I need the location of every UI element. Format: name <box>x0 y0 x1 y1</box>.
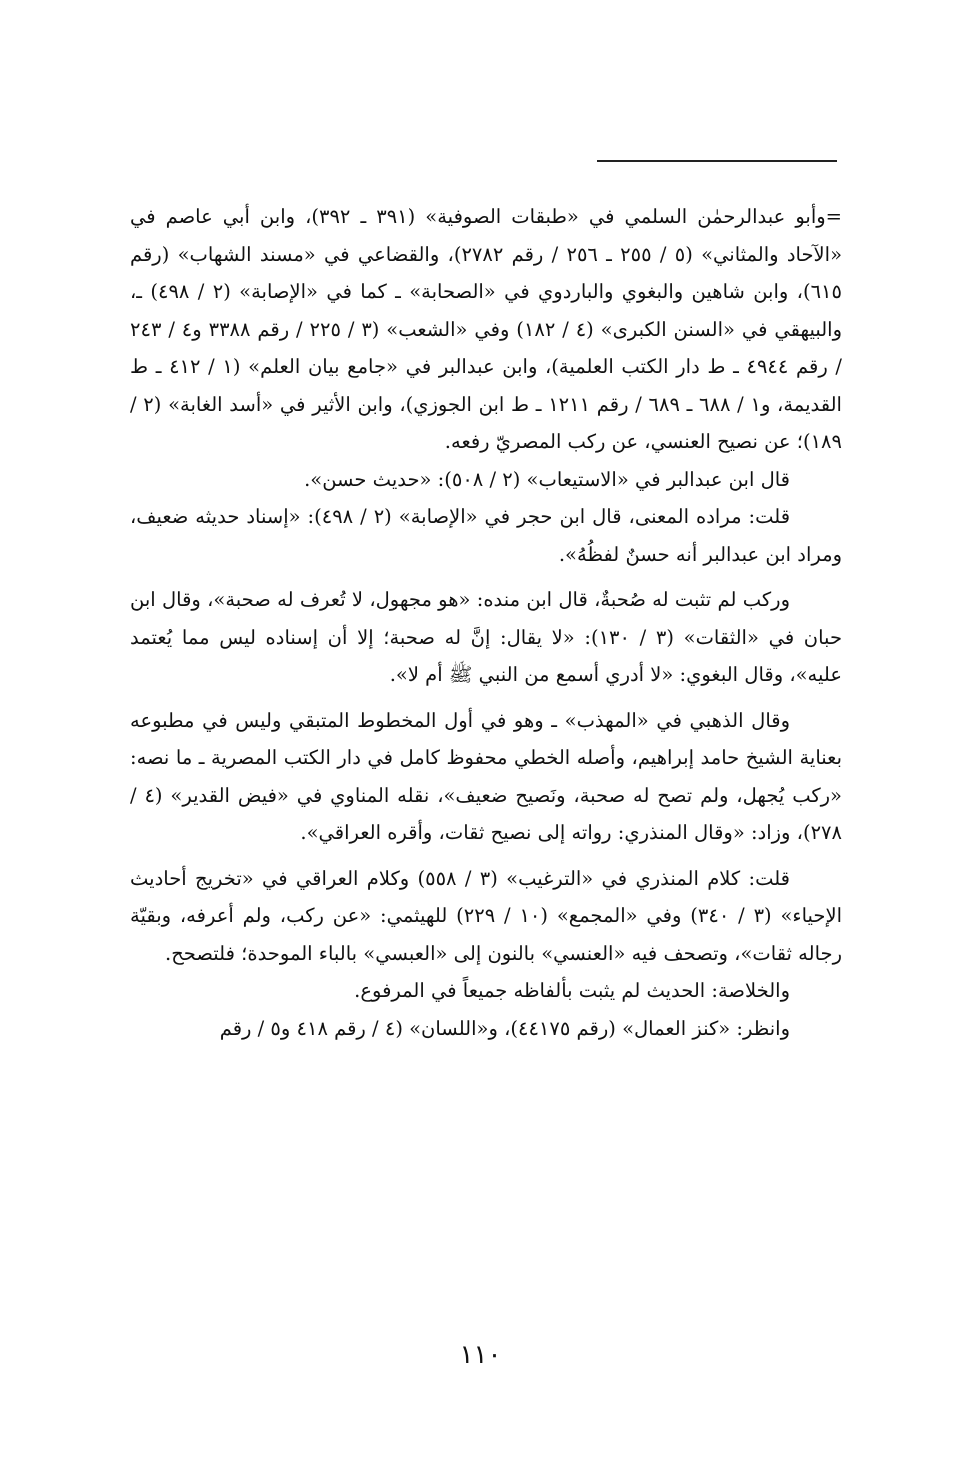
footnote-paragraph-dhahabi: وقال الذهبي في «المهذب» ـ وهو في أول المخطوط المتبقي وليس في مطبوعه بعناية الشيخ حامد إبراهيم، وأصله الخطي محفوظ كامل في دار الكتب المصرية ـ ما نصه: «ركب يُجهل، ولم تصح له صحبة، ونَصيح ضعيف»، نقله المناوي في «فيض القدير» (٤ / ٢٧٨)، وزاد: «وقال المنذري: رواته إلى نصيح ثقات، وأقره العراقي». <box>130 708 842 844</box>
footnote-paragraph-ibn-abdulbarr: قال ابن عبدالبر في «الاستيعاب» (٢ / ٥٠٨): «حديث حسن». <box>304 467 790 491</box>
footnote-separator-rule <box>597 160 837 162</box>
footnote-paragraph-conclusion: والخلاصة: الحديث لم يثبت بألفاظه جميعاً في المرفوع. <box>354 979 790 1002</box>
footnote-paragraph-sources: =وأبو عبدالرحمٰن السلمي في «طبقات الصوفية» (٣٩١ ـ ٣٩٢)، وابن أبي عاصم في «الآحاد والمثاني» (٥ / ٢٥٥ ـ ٢٥٦ / رقم ٢٧٨٢)، والقضاعي في «مسند الشهاب» (رقم ٦١٥)، وابن شاهين والبغوي والباردوي في «الصحابة» ـ كما في «الإصابة» (٢ / ٤٩٨) ـ، والبيهقي في «السنن الكبرى» (٤ / ١٨٢) وفي «الشعب» (٣ / ٢٢٥ / رقم ٣٣٨٨ و٤ / ٢٤٣ / رقم ٤٩٤٤ ـ ط دار الكتب العلمية)، وابن عبدالبر في «جامع بيان العلم» (١ / ٤١٢ ـ ط القديمة، و١ / ٦٨٨ ـ ٦٨٩ / رقم ١٢١١ ـ ط ابن الجوزي)، وابن الأثير في «أسد الغابة» (٢ / ١٨٩)؛ عن نصيح العنسي، عن ركب المصريّ رفعه. <box>130 205 842 453</box>
footnote-paragraph-see-also: وانظر: «كنز العمال» (رقم ٤٤١٧٥)، و«اللسان» (٤ / رقم ٤١٨ و٥ / رقم <box>219 1016 790 1040</box>
footnote-paragraph-rakb-companionship: وركب لم تثبت له صُحبةٌ، قال ابن منده: «هو مجهول، لا تُعرف له صحبة»، وقال ابن حبان في «الثقات» (٣ / ١٣٠): «لا يقال: إنَّ له صحبة؛ إلا أن إسناده ليس مما يُعتمد عليه»، وقال البغوي: «لا أدري أسمع من النبي ﷺ أم لا». <box>130 588 842 686</box>
page-number: ١١٠ <box>459 1340 502 1370</box>
footnote-text-block <box>130 198 842 1047</box>
footnote-paragraph-mundhiri: قلت: كلام المنذري في «الترغيب» (٣ / ٥٥٨) وكلام العراقي في «تخريج أحاديث الإحياء» (٣ / ٣٤٠) وفي «المجمع» (١٠ / ٢٢٩) للهيثمي: «عن ركب، ولم أعرفه، وبقيّة رجاله ثقات»، وتصحف فيه «العنسي» بالنون إلى «العبسي» بالباء الموحدة؛ فلتصحح. <box>130 866 843 965</box>
footnote-paragraph-ibn-hajar: قلت: مراده المعنى، قال ابن حجر في «الإصابة» (٢ / ٤٩٨): «إسناد حديثه ضعيف، ومراد ابن عبدالبر أنه حسنٌ لفظُهُ». <box>130 505 842 566</box>
